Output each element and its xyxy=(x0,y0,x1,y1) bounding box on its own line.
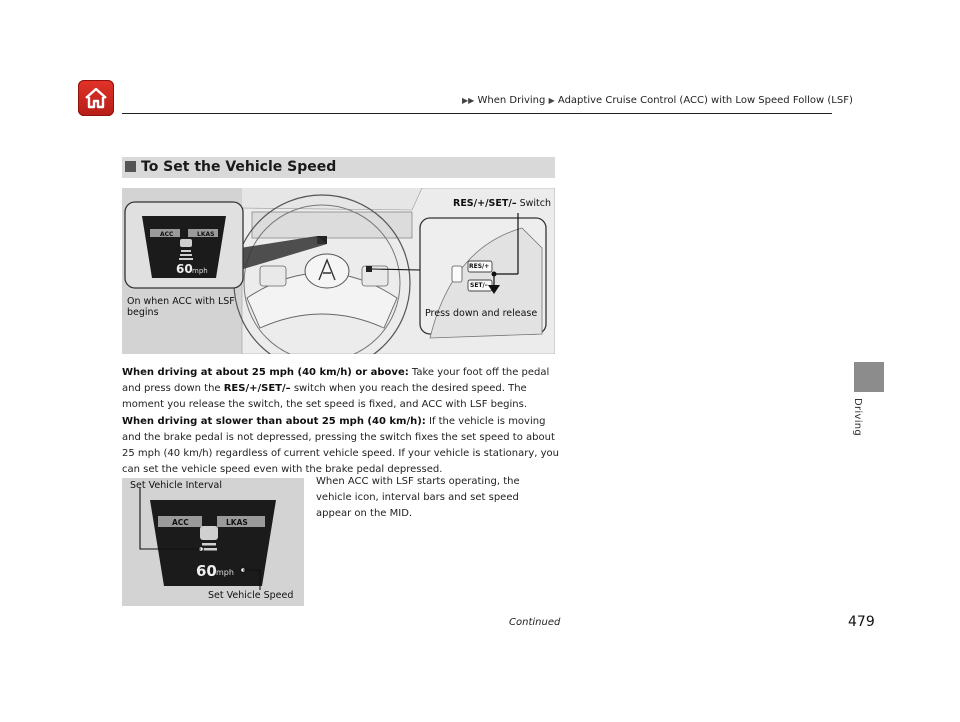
steering-wheel-figure xyxy=(122,188,555,354)
instruction-text-1b: switch when you reach the desired speed. The moment you release the switch, the set speed is fixed, and ACC with LSF begins. xyxy=(122,383,528,411)
press-instruction-label: Press down and release xyxy=(425,308,538,319)
mid-note-text: When ACC with LSF starts operating, the vehicle icon, interval bars and set speed appear on the MID. xyxy=(316,476,520,520)
on-callout-line-2: begins xyxy=(127,307,159,318)
section-heading xyxy=(122,157,555,178)
mid-speed-unit: mph xyxy=(192,267,208,275)
switch-word: Switch xyxy=(516,198,552,209)
switch-name: RES/+/SET/– xyxy=(453,198,517,209)
mid-speed-value: 60 xyxy=(176,262,193,276)
switch-callout-label xyxy=(453,198,551,209)
chapter-tab-marker[interactable] xyxy=(854,362,884,392)
condition-above-25: When driving at about 25 mph (40 km/h) or above: xyxy=(122,367,409,378)
breadcrumb-arrow-icon: ▶ xyxy=(548,96,555,105)
mid-display-figure xyxy=(122,478,304,606)
home-icon[interactable] xyxy=(78,80,114,116)
mid2-acc-label: ACC xyxy=(172,518,189,527)
section-square-icon xyxy=(125,161,136,172)
on-callout-line-1: On when ACC with LSF xyxy=(127,296,235,307)
res-button-label: RES/+ xyxy=(469,263,490,270)
mid-acc-label: ACC xyxy=(160,231,174,238)
set-vehicle-speed-label: Set Vehicle Speed xyxy=(208,590,294,601)
breadcrumb-item-when-driving[interactable]: When Driving xyxy=(477,95,546,106)
page-number: 479 xyxy=(848,614,875,630)
mid2-speed-unit: mph xyxy=(216,568,234,577)
instruction-text-2: If the vehicle is moving and the brake pedal is not depressed, pressing the switch fixes the set speed to about 25 mph (40 km/h) regardless of current vehicle speed. If your vehicle is stationary, you can set the vehicle speed even with the brake pedal depressed. xyxy=(122,415,559,476)
chapter-tab-label: Driving xyxy=(852,398,863,437)
header-rule xyxy=(122,113,832,114)
on-callout-label xyxy=(127,296,235,318)
continued-label: Continued xyxy=(509,617,561,628)
instruction-switch-name: RES/+/SET/– xyxy=(223,383,291,395)
instructions-text xyxy=(122,365,562,478)
breadcrumb-arrow-icon: ▶▶ xyxy=(462,96,475,105)
condition-below-25: When driving at slower than about 25 mph (40 km/h): xyxy=(122,415,426,427)
mid-lkas-label: LKAS xyxy=(197,231,215,238)
mid2-speed-value: 60 xyxy=(196,562,217,580)
set-button-label: SET/– xyxy=(470,282,488,289)
instruction-text-1a: Take your foot off the pedal and press down the xyxy=(122,367,550,395)
breadcrumb-item-acc[interactable]: Adaptive Cruise Control (ACC) with Low Speed Follow (LSF) xyxy=(557,95,853,106)
set-vehicle-interval-label: Set Vehicle Interval xyxy=(130,480,222,491)
mid2-lkas-label: LKAS xyxy=(226,518,248,527)
section-title: To Set the Vehicle Speed xyxy=(141,159,337,175)
breadcrumb xyxy=(462,95,853,106)
